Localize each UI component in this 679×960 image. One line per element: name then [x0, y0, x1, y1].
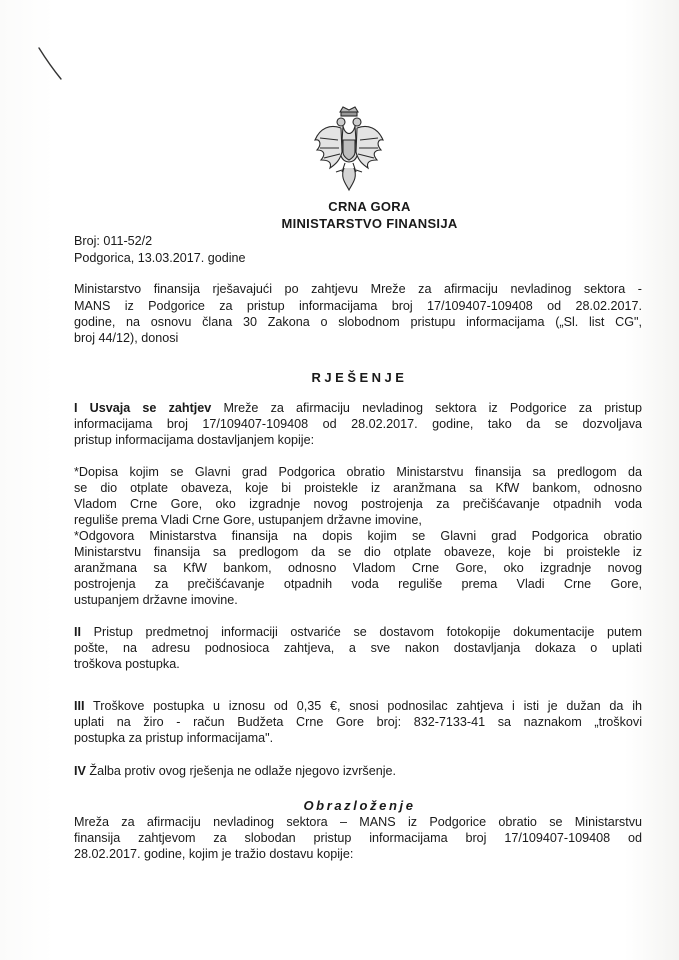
intro-line-2: MANS iz Podgorice za pristup informacijama broj 17/109407-109408 od 28.02.2017.: [74, 299, 642, 313]
section-3-line-3: postupka za pristup informacijama".: [74, 731, 274, 745]
item-line-6: Ministarstvu finansija sa predlogom da se dio otplate obaveze, koje bi proistekle iz: [74, 545, 642, 559]
pen-stroke-mark: [36, 44, 66, 84]
decision-title: RJEŠENJE: [311, 370, 408, 385]
item-line-2: se dio otplate obaveza, koje bi proistekle iz aranžmana sa KfW bankom, odnosno: [74, 481, 642, 495]
item-line-1: *Dopisa kojim se Glavni grad Podgorica obratio Ministarstvu finansija sa predlogom da: [74, 465, 642, 479]
section-1-line-2: informacijama broj 17/109407-109408 od 28.02.2017. godine, tako da se dozvoljava: [74, 417, 642, 431]
section-3-text: Troškove postupka u iznosu od 0,35 €, snosi podnosilac zahtjeva i isti je dužan da ih: [84, 699, 642, 713]
reasoning-title: Obrazloženje: [303, 798, 416, 813]
section-2-label: II: [74, 625, 81, 639]
section-4-line: [74, 764, 642, 779]
coat-of-arms-icon: [312, 106, 386, 192]
section-2-line-1: [74, 625, 642, 640]
section-3-line-1: [74, 699, 642, 714]
section-3-line-2: uplati na žiro - račun Budžeta Crne Gore broj: 832-7133-41 sa naznakom „troškovi: [74, 715, 642, 729]
item-line-5: *Odgovora Ministarstva finansija na dopis kojim se Glavni grad Podgorica obratio: [74, 529, 642, 543]
item-line-4: reguliše prema Vladi Crne Gore, ustupanjem državne imovine,: [74, 513, 422, 527]
intro-line-3: godine, na osnovu člana 30 Zakona o slobodnom pristupu informacijama („Sl. list CG",: [74, 315, 642, 329]
ministry-name: MINISTARSTVO FINANSIJA: [281, 216, 458, 231]
section-4-text: Žalba protiv ovog rješenja ne odlaže njegovo izvršenje.: [85, 764, 397, 778]
section-4-label: IV: [74, 764, 86, 778]
item-line-9: ustupanjem državne imovine.: [74, 593, 238, 607]
section-1-label: I Usvaja se zahtjev: [74, 401, 212, 415]
reasoning-line-2: finansija zahtjevom za slobodan pristup informacijama broj 17/109407-109408 od: [74, 831, 642, 845]
section-1-line-3: pristup informacijama dostavljanjem kopije:: [74, 433, 315, 447]
reasoning-line-1: Mreža za afirmaciju nevladinog sektora – MANS iz Podgorice obratio se Ministarstvu: [74, 815, 642, 829]
section-2-line-2: pošte, na adresu podnosioca zahtjeva, a sve nakon dostavljanja dokaza o uplati: [74, 641, 642, 655]
intro-line-4: broj 44/12), donosi: [74, 331, 179, 345]
section-1-text: Mreže za afirmaciju nevladinog sektora iz Podgorice za pristup: [211, 401, 642, 415]
country-name: CRNA GORA: [328, 199, 411, 214]
reasoning-line-3: 28.02.2017. godine, kojim je tražio dostavu kopije:: [74, 847, 354, 861]
document-number: Broj: 011-52/2: [74, 234, 153, 248]
intro-line-1: Ministarstvo finansija rješavajući po zahtjevu Mreže za afirmaciju nevladinog sektora -: [74, 282, 642, 296]
place-and-date: Podgorica, 13.03.2017. godine: [74, 251, 246, 265]
section-3-label: III: [74, 699, 85, 713]
item-line-7: aranžmana sa KfW bankom, odnosno Vladom Crne Gore, oko izgradnje novog: [74, 561, 642, 575]
section-2-text: Pristup predmetnoj informaciji ostvariće se dostavom fotokopije dokumentacije putem: [81, 625, 642, 639]
section-1-line-1: [74, 401, 642, 416]
section-2-line-3: troškova postupka.: [74, 657, 180, 671]
item-line-8: postrojenja za prečišćavanje otpadnih voda reguliše prema Vladi Crne Gore,: [74, 577, 642, 591]
item-line-3: Vladom Crne Gore, oko izgradnje novog postrojenja za prečišćavanje otpadnih voda: [74, 497, 642, 511]
